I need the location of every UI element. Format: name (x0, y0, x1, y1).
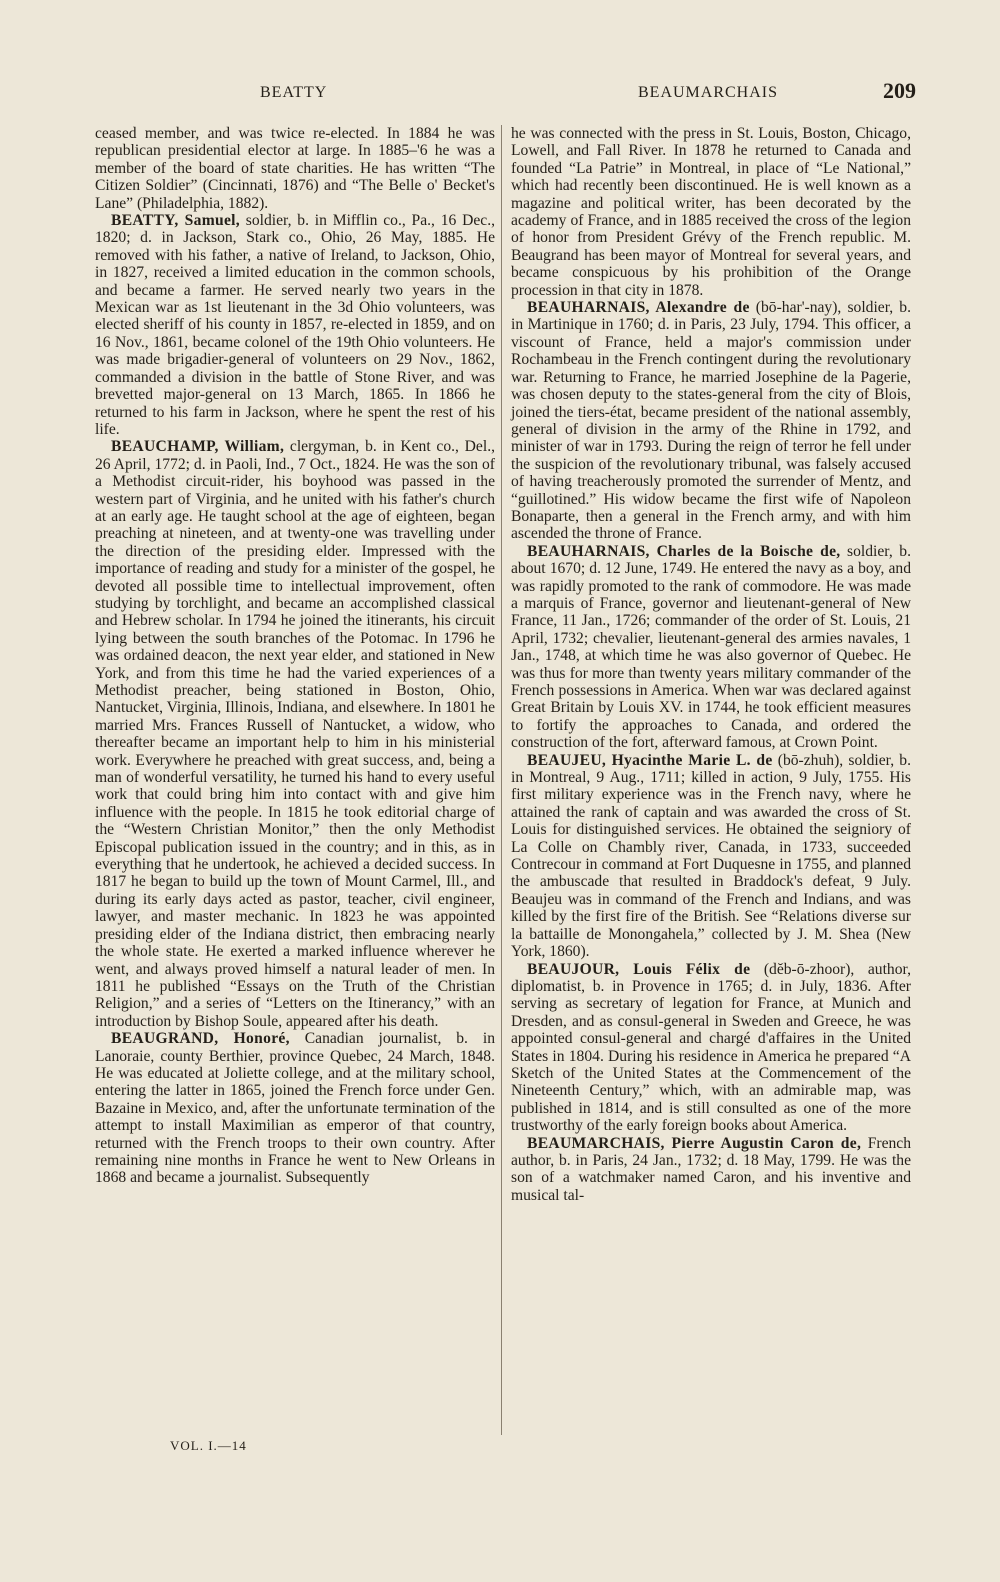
entry-headword: BEAUJOUR, Louis Félix de (527, 960, 751, 978)
left-column (95, 125, 495, 1187)
header-right-word: BEAUMARCHAIS (638, 84, 779, 101)
entry-text: (bō-zhuh), soldier, b. in Montreal, 9 Aug., 1711; killed in action, 9 July, 1755. His first military experience was in the French navy, where he attained the rank of captain and was awarded the cross of St. Louis for distinguished services. He obtained the seigniory of La Colle on Chambly river, Canada, in 1733, succeeded Contrecour in command at Fort Duquesne in 1755, and planned the ambuscade that resulted in Braddock's defeat, 9 July. Beaujeu was in command of the French and Indians, and was killed by the first fire of the British. See “Relations diverse sur la battaille de Monongahela,” collected by J. M. Shea (New York, 1860). (511, 751, 911, 961)
entry-headword: BEAUJEU, Hyacinthe Marie L. de (527, 751, 773, 769)
entry-text: ceased member, and was twice re-elected. In 1884 he was republican presidential elector at large. In 1885–'6 he was a member of the board of state charities. He has written “The Citizen Soldier” (Cincinnati, 1876) and “The Belle o' Becket's Lane” (Philadelphia, 1882). (95, 125, 495, 212)
entry-paragraph (511, 125, 911, 299)
entry-paragraph (95, 1030, 495, 1187)
entry-paragraph (95, 212, 495, 438)
entry-text: Canadian journalist, b. in Lanoraie, county Berthier, province Quebec, 24 March, 1848. He was educated at Joliette college, and at the military school, entering the latter in 1865, joined the French force under Gen. Bazaine in Mexico, and, after the unfortunate termination of the attempt to install Maximilian as emperor of that country, returned with the French troops to their own country. After remaining nine months in France he went to New Orleans in 1868 and became a journalist. Subsequently (95, 1030, 495, 1187)
entry-paragraph (511, 1135, 911, 1205)
entry-headword: BEAUMARCHAIS, Pierre Augustin Caron de, (527, 1134, 862, 1152)
column-divider (501, 125, 502, 1435)
entry-text: he was connected with the press in St. Louis, Boston, Chicago, Lowell, and Fall River. In 1878 he returned to Canada and founded “La Patrie” in Montreal, in place of “Le National,” which had recently been discontinued. He is well known as a magazine and political writer, has been decorated by the academy of France, and in 1885 received the cross of the legion of honor from President Grévy of the French republic. M. Beaugrand has been mayor of Montreal for several years, and became conspicuous by his prohibition of the Orange procession in that city in 1878. (511, 125, 911, 299)
entry-paragraph (511, 543, 911, 752)
entry-paragraph (511, 299, 911, 543)
entry-paragraph (511, 752, 911, 961)
entry-text: French author, b. in Paris, 24 Jan., 1732; d. 18 May, 1799. He was the son of a watchmaker named Caron, and his inventive and musical tal- (511, 1134, 912, 1204)
right-column (511, 125, 911, 1204)
entry-headword: BEAUGRAND, Honoré, (111, 1030, 290, 1048)
entry-text: clergyman, b. in Kent co., Del., 26 April, 1772; d. in Paoli, Ind., 7 Oct., 1824. He was the son of a Methodist circuit-rider, his boyhood was passed in the western part of Virginia, and he united with his father's church at an early age. He taught school at the age of eighteen, began preaching at nineteen, and at twenty-one was travelling under the direction of the presiding elder. Impressed with the importance of reading and study for a minister of the gospel, he devoted all possible time to intellectual improvement, often studying by torchlight, and became an accomplished classical and Hebrew scholar. In 1794 he joined the itinerants, his circuit lying between the south branches of the Potomac. In 1796 he was ordained deacon, the next year elder, and stationed in New York, and from this time he had the varied experiences of a Methodist preacher, being stationed in Boston, Ohio, Nantucket, Virginia, Illinois, Indiana, and elsewhere. In 1801 he married Mrs. Frances Russell of Nantucket, a widow, who thereafter became an important help to him in his ministerial work. Everywhere he preached with great success, and, being a man of wonderful versatility, he turned his hand to every useful work that could bring him into contact with and give him influence with the people. In 1815 he took editorial charge of the “Western Christian Monitor,” then the only Methodist Episcopal publication issued in the country; and in this, as in everything that he undertook, he achieved a decided success. In 1817 he began to build up the town of Mount Carmel, Ill., and during its early days acted as pastor, teacher, civil engineer, lawyer, and master mechanic. In 1823 he was appointed presiding elder of the Indiana district, then embracing nearly the whole state. He exerted a marked influence wherever he went, and always proved himself a natural leader of men. In 1811 he published “Essays on the Truth of the Christian Religion,” and a series of “Letters on the Itinerancy,” with an introduction by Bishop Soule, appeared after his death. (95, 438, 495, 1030)
entry-paragraph (511, 961, 911, 1135)
entry-paragraph (95, 438, 495, 1030)
entry-headword: BEAUCHAMP, William, (111, 438, 285, 456)
entry-text: (bō-har'-nay), soldier, b. in Martinique in 1760; d. in Paris, 23 July, 1794. This officer, a viscount of France, held a major's commission under Rochambeau in the French contingent during the revolutionary war. Returning to France, he married Josephine de la Pagerie, was chosen deputy to the states-general from the city of Blois, joined the tiers-état, became president of the national assembly, general of division in the army of the Rhine in 1792, and minister of war in 1793. During the reign of terror he fell under the suspicion of the revolutionary tribunal, was falsely accused of having treacherously promoted the surrender of Mentz, and “guillotined.” His widow became the first wife of Napoleon Bonaparte, then a general in the French army, and with him ascended the throne of France. (511, 299, 911, 543)
entry-headword: BEAUHARNAIS, Charles de la Boische de, (527, 542, 841, 560)
volume-signature: VOL. I.—14 (170, 1438, 247, 1453)
entry-headword: BEATTY, Samuel, (111, 212, 241, 230)
entry-paragraph (95, 125, 495, 212)
entry-text: soldier, b. in Mifflin co., Pa., 16 Dec., 1820; d. in Jackson, Stark co., Ohio, 26 May, 1885. He removed with his father, a native of Ireland, to Jackson, Ohio, in 1827, received a limited education in the common schools, and became a farmer. He served nearly two years in the Mexican war as 1st lieutenant in the 3d Ohio volunteers, was elected sheriff of his county in 1857, re-elected in 1859, and on 16 Nov., 1861, became colonel of the 19th Ohio volunteers. He was made brigadier-general of volunteers on 29 Nov., 1862, commanded a division in the battle of Stone River, and was brevetted major-general on 13 March, 1865. In 1866 he returned to his farm in Jackson, where he spent the rest of his life. (95, 212, 496, 438)
entry-headword: BEAUHARNAIS, Alexandre de (527, 299, 750, 317)
running-header (90, 78, 920, 112)
entry-text: (dĕb-ō-zhoor), author, diplomatist, b. in Provence in 1765; d. in July, 1836. After serving as secretary of legation for France, at Munich and Dresden, and as consul-general in Sweden and Greece, he was appointed consul-general and chargé d'affaires in the United States in 1804. During his residence in America he prepared “A Sketch of the United States at the Commencement of the Nineteenth Century,” which, with an admirable map, was published in 1814, and is still consulted as one of the more trustworthy of the early foreign books about America. (511, 960, 911, 1135)
entry-text: soldier, b. about 1670; d. 12 June, 1749. He entered the navy as a boy, and was rapidly promoted to the rank of commodore. He was made a marquis of France, governor and lieutenant-general of New France, 11 Jan., 1726; commander of the order of St. Louis, 21 April, 1732; chevalier, lieutenant-general des armies navales, 1 Jan., 1748, at which time he was also governor of Quebec. He was thus for more than twenty years military commander of the French possessions in America. When war was declared against Great Britain by Louis XV. in 1744, he took efficient measures to fortify the approaches to Canada, and ordered the construction of the fort, afterward famous, at Crown Point. (511, 542, 911, 752)
header-left-word: BEATTY (260, 84, 328, 101)
page-number: 209 (883, 78, 916, 103)
